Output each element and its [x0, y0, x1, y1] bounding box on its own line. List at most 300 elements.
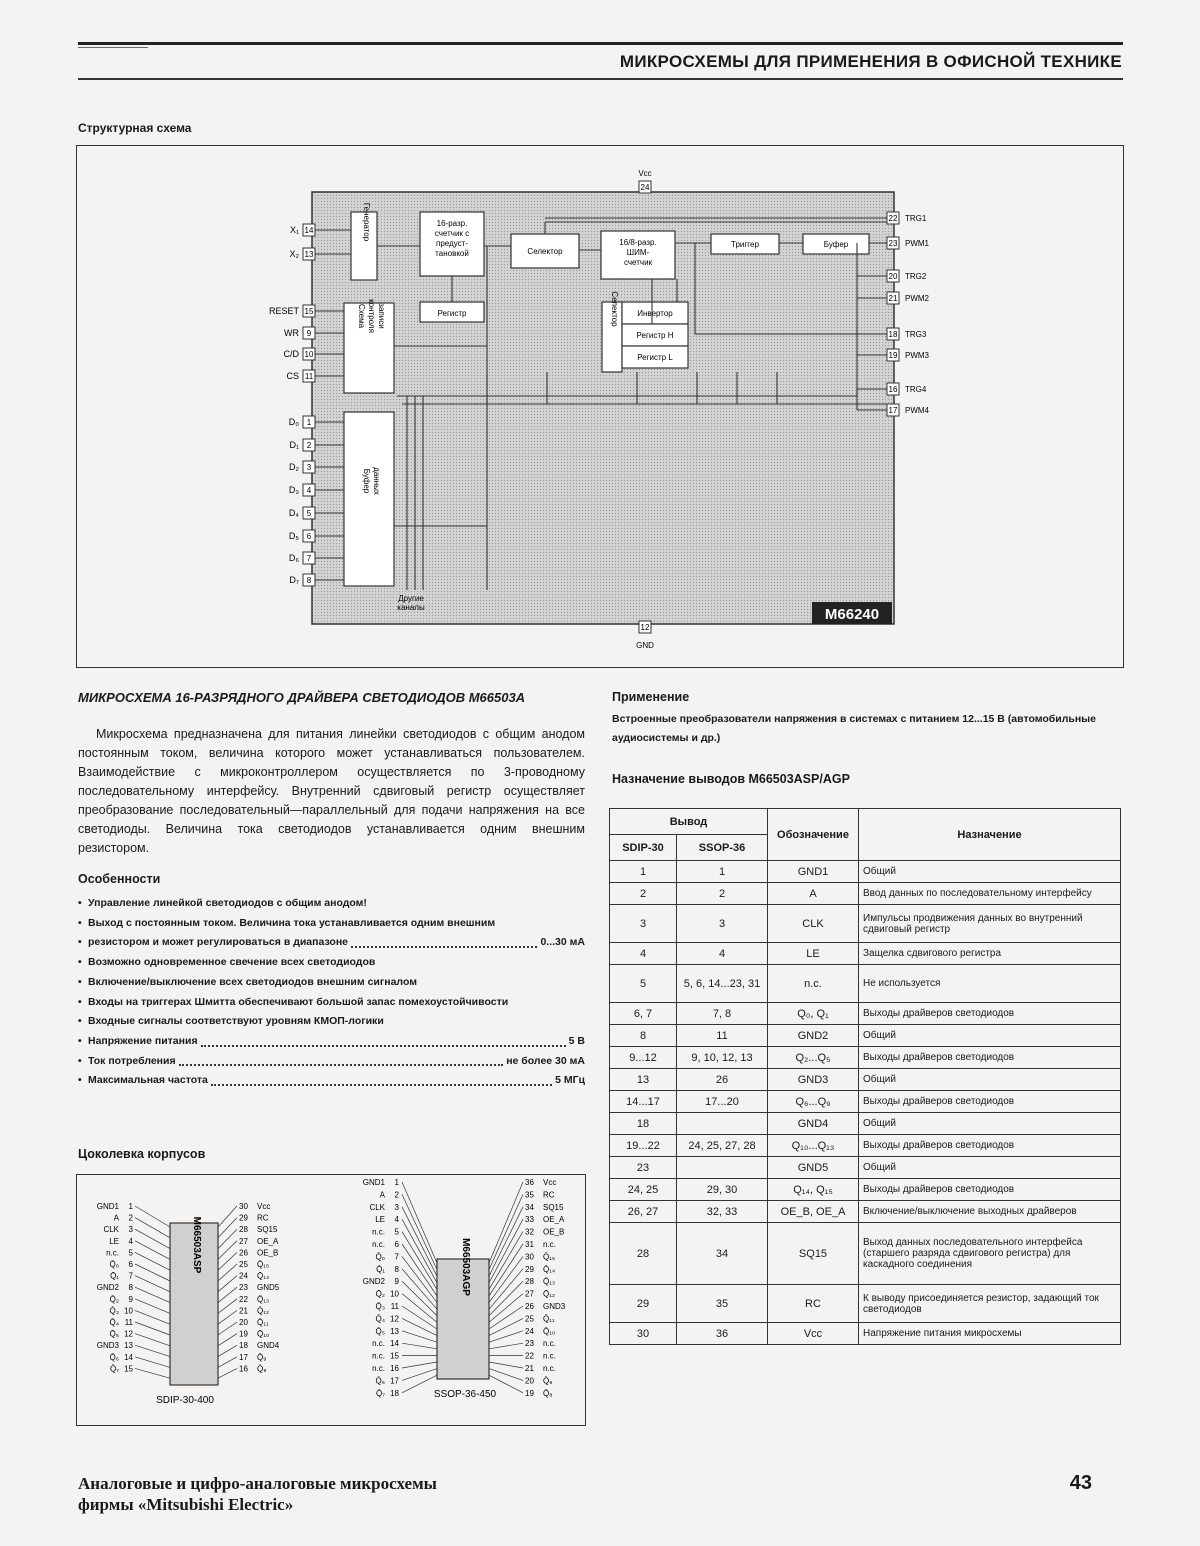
ssop-left-pin-num: 9 — [394, 1277, 399, 1287]
databuf-block — [344, 412, 394, 586]
sdip-left-pin-name: Q̄₂ — [109, 1294, 119, 1304]
pin-number: 19 — [888, 351, 898, 360]
features-title: Особенности — [78, 872, 161, 886]
cell-ssop: 29, 30 — [677, 1179, 768, 1201]
ssop-right-pin-num: 33 — [525, 1215, 534, 1225]
ssop-right-pin-name: Q̄₈ — [543, 1388, 553, 1398]
pin-label: D₀ — [288, 417, 299, 427]
feature-current-text: • резистором и может регулироваться в диапазоне — [88, 936, 349, 949]
cell-ssop: 36 — [677, 1323, 768, 1345]
ssop-left-pin-name: n.c. — [372, 1364, 385, 1373]
cell-ssop: 11 — [677, 1025, 768, 1047]
ssop-right-pin-num: 23 — [525, 1339, 534, 1349]
counter-label: предуст- — [436, 239, 468, 248]
pin-label: C/D — [283, 349, 299, 359]
spec-label: • Напряжение питания — [88, 1034, 198, 1047]
sdip-package-name: SDIP-30-400 — [156, 1395, 214, 1406]
page-header: МИКРОСХЕМЫ ДЛЯ ПРИМЕНЕНИЯ В ОФИСНОЙ ТЕХНИКЕ — [619, 52, 1122, 71]
databuf-label: Буфер — [362, 468, 371, 494]
feature-item: • Включение/выключение всех светодиодов внешним сигналом — [78, 973, 585, 993]
sdip-right-pin-num: 19 — [239, 1329, 248, 1339]
spec-label: • Максимальная частота — [88, 1074, 208, 1087]
ssop-right-pin-name: Q̄₁₁ — [543, 1314, 555, 1324]
pin-label: D₂ — [289, 462, 299, 472]
pin-number: 13 — [304, 250, 314, 259]
sdip-right-pin-num: 18 — [239, 1341, 248, 1351]
sdip-right-lead — [218, 1334, 237, 1346]
vcc-pin-number: 24 — [640, 183, 650, 192]
cell-sdip: 14...17 — [610, 1091, 677, 1113]
sdip-left-pin-num: 13 — [124, 1341, 133, 1351]
cell-sdip: 9...12 — [610, 1047, 677, 1069]
pwm-label: счетчик — [623, 258, 653, 267]
cell-func: Общий — [859, 1025, 1121, 1047]
sdip-left-lead — [135, 1334, 170, 1346]
ssop-left-pin-name: GND2 — [362, 1277, 385, 1287]
ssop-left-lead — [402, 1306, 437, 1329]
cell-func: Выходы драйверов светодиодов — [859, 1003, 1121, 1025]
cell-sym: Vcc — [768, 1323, 859, 1345]
ssop-left-pin-num: 7 — [394, 1252, 399, 1262]
sdip-left-lead — [135, 1345, 170, 1356]
databuf-label: данных — [372, 467, 381, 495]
sdip-left-pin-name: Q̄₅ — [109, 1329, 119, 1339]
sdip-right-pin-name: GND5 — [257, 1283, 280, 1293]
ssop-right-lead — [489, 1281, 523, 1316]
sdip-left-pin-name: GND1 — [96, 1202, 119, 1211]
features-list — [78, 894, 585, 1091]
sdip-left-pin-num: 4 — [128, 1236, 133, 1246]
ssop-right-pin-num: 19 — [525, 1388, 534, 1398]
ssop-left-pin-num: 14 — [390, 1339, 399, 1349]
sdip-right-lead — [218, 1252, 237, 1270]
ssop-left-lead — [402, 1194, 437, 1269]
counter-label: тановкой — [435, 249, 469, 258]
sdip-left-pin-num: 3 — [128, 1225, 133, 1235]
pin-number: 4 — [306, 486, 312, 495]
th-function: Назначение — [859, 809, 1121, 861]
pin-number: 21 — [888, 294, 898, 303]
sdip-left-lead — [135, 1206, 170, 1227]
sdip-left-lead — [135, 1218, 170, 1238]
other-channels-label: Другие — [398, 594, 424, 603]
ssop-right-pin-name: Q̄₁₄ — [543, 1264, 556, 1274]
table-row — [610, 861, 1121, 883]
ssop-right-pin-num: 21 — [525, 1364, 534, 1373]
ssop-left-pin-name: n.c. — [372, 1240, 385, 1249]
pin-label: X₁ — [289, 225, 299, 235]
pin-label: D₄ — [288, 508, 299, 518]
sdip-left-pin-num: 12 — [124, 1329, 133, 1339]
ssop-left-pin-name: Q̄₁ — [376, 1264, 385, 1274]
ssop-left-lead — [402, 1362, 437, 1368]
cell-func: К выводу присоединяется резистор, задающий ток светодиодов — [859, 1285, 1121, 1323]
table-row — [610, 883, 1121, 905]
ssop-right-pin-num: 31 — [525, 1240, 534, 1249]
cell-ssop: 26 — [677, 1069, 768, 1091]
pin-label: D₇ — [289, 575, 299, 585]
cell-sdip: 2 — [610, 883, 677, 905]
spec-item — [78, 1032, 585, 1052]
sdip-right-lead — [218, 1299, 237, 1314]
table-row — [610, 965, 1121, 1003]
ssop-left-pin-num: 2 — [394, 1190, 399, 1200]
sdip-left-pin-num: 15 — [124, 1364, 133, 1374]
ssop-right-lead — [489, 1331, 523, 1342]
sdip-right-pin-num: 22 — [239, 1294, 248, 1304]
th-ssop: SSOP-36 — [677, 835, 768, 861]
sdip-left-lead — [135, 1368, 170, 1378]
cell-sym: GND4 — [768, 1113, 859, 1135]
cell-func: Выходы драйверов светодиодов — [859, 1091, 1121, 1113]
sdip-left-pin-num: 9 — [128, 1294, 133, 1304]
cell-sdip: 24, 25 — [610, 1179, 677, 1201]
cell-func: Не используется — [859, 965, 1121, 1003]
th-pin: Вывод — [610, 809, 768, 835]
feature-item: • Выход с постоянным током. Величина тока устанавливается одним внешним — [78, 914, 585, 934]
cell-sdip: 13 — [610, 1069, 677, 1091]
ssop-right-pin-name: Q̄₁₀ — [543, 1326, 556, 1336]
sdip-right-pin-name: GND4 — [257, 1341, 280, 1351]
ssop-left-pin-name: Q̄₇ — [376, 1388, 385, 1398]
schematic-label: Структурная схема — [78, 121, 192, 135]
pin-number: 18 — [888, 330, 898, 339]
cell-sdip: 19...22 — [610, 1135, 677, 1157]
table-row — [610, 1323, 1121, 1345]
ssop-right-pin-num: 36 — [525, 1178, 534, 1187]
sdip-left-lead — [135, 1252, 170, 1270]
pin-table — [609, 808, 1121, 1345]
footer-title — [78, 1473, 437, 1515]
pin-label: PWM1 — [905, 239, 929, 248]
page-number: 43 — [1069, 1472, 1092, 1494]
ssop-package-name: SSOP-36-450 — [433, 1389, 497, 1400]
pin-label: RESET — [268, 306, 299, 316]
ssop-left-pin-num: 1 — [394, 1178, 399, 1187]
spec-value: 5 МГц — [555, 1074, 585, 1087]
pwm-label: ШИМ- — [626, 248, 650, 257]
spec-label: • Ток потребления — [88, 1054, 176, 1067]
pin-number: 9 — [306, 329, 312, 338]
sdip-chip-label: M66503ASP — [191, 1216, 202, 1274]
ssop-left-pin-name: A — [379, 1190, 385, 1200]
cell-func: Импульсы продвижения данных во внутренний сдвиговый регистр — [859, 905, 1121, 943]
ssop-right-pin-num: 22 — [525, 1351, 534, 1361]
feature-item: • Возможно одновременное свечение всех светодиодов — [78, 953, 585, 973]
pin-number: 17 — [888, 406, 898, 415]
pin-number: 1 — [306, 418, 312, 427]
cell-ssop: 7, 8 — [677, 1003, 768, 1025]
ssop-right-pin-num: 28 — [525, 1277, 534, 1287]
right-column — [612, 690, 1122, 786]
table-row — [610, 1157, 1121, 1179]
pin-number: 14 — [304, 226, 314, 235]
sdip-right-pin-num: 28 — [239, 1225, 248, 1235]
cell-sym: Q₆...Q₉ — [768, 1091, 859, 1113]
ssop-left-lead — [402, 1318, 437, 1335]
ssop-right-pin-num: 30 — [525, 1252, 534, 1262]
ssop-right-pin-num: 25 — [525, 1314, 534, 1324]
ssop-left-pin-name: LE — [375, 1215, 385, 1225]
spec-item — [78, 1052, 585, 1072]
cell-sdip: 23 — [610, 1157, 677, 1179]
spec-value: 5 В — [568, 1034, 585, 1047]
footer-line1: Аналоговые и цифро-аналоговые микросхемы — [78, 1474, 437, 1493]
ssop-right-lead — [489, 1256, 523, 1302]
sdip-left-pin-name: Q̄₄ — [109, 1318, 119, 1327]
pin-number: 6 — [306, 532, 312, 541]
pin-label: X₂ — [289, 249, 299, 259]
cell-sym: Q₁₄, Q₁₅ — [768, 1179, 859, 1201]
sdip-right-lead — [218, 1322, 237, 1335]
sdip-left-pin-num: 1 — [128, 1202, 133, 1211]
sdip-right-lead — [218, 1206, 237, 1227]
top-rule-thin — [78, 47, 148, 48]
ssop-left-pin-num: 4 — [394, 1215, 399, 1225]
table-row — [610, 905, 1121, 943]
ssop-right-pin-num: 34 — [525, 1202, 534, 1212]
ssop-right-pin-name: n.c. — [543, 1364, 556, 1373]
control-label: контроля — [367, 299, 376, 333]
cell-sym: n.c. — [768, 965, 859, 1003]
header-rule — [78, 78, 1123, 80]
sdip-right-pin-name: RC — [257, 1213, 269, 1223]
pin-label: D₁ — [289, 440, 299, 450]
ssop-left-pin-num: 15 — [390, 1351, 399, 1361]
pin-number: 23 — [888, 239, 898, 248]
ssop-right-pin-num: 20 — [525, 1376, 534, 1386]
cell-func: Общий — [859, 1069, 1121, 1091]
ssop-right-pin-name: RC — [543, 1190, 555, 1200]
sdip-right-lead — [218, 1368, 237, 1378]
pin-label: TRG2 — [905, 272, 927, 281]
sdip-left-lead — [135, 1357, 170, 1368]
ssop-right-pin-name: Q̄₁₅ — [543, 1252, 556, 1262]
sdip-left-pin-name: Q̄₃ — [109, 1306, 119, 1316]
table-row — [610, 1285, 1121, 1323]
ssop-right-pin-name: Q̄₁₃ — [543, 1277, 556, 1287]
left-column — [78, 690, 585, 1091]
sdip-left-pin-name: Q̄₇ — [110, 1364, 119, 1374]
ssop-left-pin-num: 16 — [390, 1364, 399, 1373]
cell-sdip: 6, 7 — [610, 1003, 677, 1025]
sdip-left-pin-name: n.c. — [106, 1248, 119, 1258]
cell-ssop: 2 — [677, 883, 768, 905]
ssop-right-lead — [489, 1369, 523, 1381]
sdip-right-pin-num: 17 — [239, 1352, 248, 1362]
ssop-right-pin-num: 24 — [525, 1326, 534, 1336]
ssop-left-lead — [402, 1232, 437, 1290]
ssop-left-pin-name: Q̄₀ — [375, 1252, 385, 1262]
ssop-left-pin-num: 6 — [394, 1240, 399, 1249]
sdip-right-lead — [218, 1357, 237, 1368]
pin-number: 20 — [888, 272, 898, 281]
feature-item: • Входные сигналы соответствуют уровням КМОП-логики — [78, 1012, 585, 1032]
table-row — [610, 1047, 1121, 1069]
pin-label: TRG4 — [905, 385, 927, 394]
cell-sdip: 8 — [610, 1025, 677, 1047]
sdip-right-pin-num: 26 — [239, 1248, 248, 1258]
cell-sym: LE — [768, 943, 859, 965]
cell-sym: CLK — [768, 905, 859, 943]
sdip-left-lead — [135, 1310, 170, 1324]
sdip-left-pin-name: Q̄₀ — [109, 1260, 119, 1269]
pin-number: 16 — [888, 385, 898, 394]
ssop-right-lead — [489, 1244, 523, 1296]
sdip-right-pin-name: SQ15 — [257, 1225, 278, 1235]
pin-label: TRG1 — [905, 214, 927, 223]
ssop-left-pin-num: 5 — [394, 1227, 399, 1237]
pin-number: 15 — [304, 307, 314, 316]
sdip-right-pin-name: OE_A — [257, 1236, 279, 1246]
pin-number: 10 — [304, 350, 314, 359]
cell-sym: GND2 — [768, 1025, 859, 1047]
feature-item-current — [78, 933, 585, 953]
cell-sdip: 28 — [610, 1223, 677, 1285]
cell-sdip: 26, 27 — [610, 1201, 677, 1223]
table-row — [610, 943, 1121, 965]
pin-number: 7 — [306, 554, 312, 563]
selector-v-label: Селектор — [610, 291, 619, 327]
ssop-right-pin-name: GND3 — [543, 1302, 566, 1311]
ssop-left-pin-name: n.c. — [372, 1351, 385, 1361]
sdip-right-pin-name: Q̄₁₅ — [257, 1260, 270, 1269]
pin-number: 3 — [306, 463, 312, 472]
ssop-left-lead — [402, 1207, 437, 1276]
sdip-left-pin-name: Q̄₆ — [109, 1352, 119, 1362]
ssop-left-lead — [402, 1269, 437, 1309]
sdip-left-lead — [135, 1241, 170, 1260]
sdip-left-pin-name: LE — [109, 1236, 119, 1246]
ssop-left-lead — [402, 1281, 437, 1316]
cell-sym: GND5 — [768, 1157, 859, 1179]
ssop-left-pin-name: Q̄₄ — [375, 1314, 385, 1324]
sdip-left-pin-num: 5 — [128, 1248, 133, 1258]
pin-number: 22 — [888, 214, 898, 223]
ssop-left-pin-name: Q̄₆ — [375, 1376, 385, 1386]
ssop-left-pin-name: Q̄₃ — [375, 1302, 385, 1311]
application-title: Применение — [612, 690, 690, 704]
table-row — [610, 1113, 1121, 1135]
selector-label: Селектор — [527, 247, 563, 256]
ssop-right-pin-name: n.c. — [543, 1240, 556, 1249]
ssop-left-lead — [402, 1343, 437, 1349]
sdip-right-pin-num: 30 — [239, 1202, 248, 1211]
sdip-left-lead — [135, 1299, 170, 1314]
ssop-left-pin-num: 8 — [394, 1264, 399, 1274]
cell-func: Выходы драйверов светодиодов — [859, 1047, 1121, 1069]
pin-label: D₅ — [288, 531, 299, 541]
ssop-left-pin-name: Q̄₂ — [375, 1289, 385, 1299]
cell-sym: GND3 — [768, 1069, 859, 1091]
feature-item: • Управление линейкой светодиодов с общим анодом! — [78, 894, 585, 914]
pin-table-title: Назначение выводов M66503ASP/AGP — [612, 772, 850, 786]
article-title: МИКРОСХЕМА 16-РАЗРЯДНОГО ДРАЙВЕРА СВЕТОДИОДОВ M66503A — [78, 690, 526, 705]
sdip-left-pin-name: A — [113, 1213, 119, 1223]
cell-func: Защелка сдвигового регистра — [859, 943, 1121, 965]
table-row — [610, 1003, 1121, 1025]
register-label: Регистр — [437, 309, 467, 318]
sdip-right-pin-name: Q̄₁₃ — [257, 1294, 270, 1304]
ssop-left-pin-name: CLK — [369, 1202, 385, 1212]
ssop-right-pin-name: n.c. — [543, 1351, 556, 1361]
sdip-right-lead — [218, 1345, 237, 1356]
table-row — [610, 1091, 1121, 1113]
sdip-left-pin-num: 10 — [124, 1306, 133, 1316]
ssop-right-pin-name: Q̄₉ — [543, 1376, 553, 1386]
table-row — [610, 1223, 1121, 1285]
ssop-right-pin-name: SQ15 — [543, 1202, 564, 1212]
sdip-left-pin-name: CLK — [103, 1225, 119, 1235]
control-label: Схема — [357, 303, 366, 329]
th-symbol: Обозначение — [768, 809, 859, 861]
top-rule — [78, 42, 1123, 45]
sdip-right-pin-name: Q̄₉ — [257, 1352, 267, 1362]
generator-label: Генератор — [362, 202, 371, 242]
pwm-label: 16/8-разр. — [619, 238, 657, 247]
ssop-right-lead — [489, 1306, 523, 1329]
sdip-right-lead — [218, 1310, 237, 1324]
sdip-right-pin-num: 24 — [239, 1271, 248, 1281]
spec-value: не более 30 мА — [506, 1054, 585, 1067]
ssop-left-pin-num: 11 — [390, 1302, 399, 1311]
sdip-right-pin-num: 23 — [239, 1283, 248, 1293]
sdip-right-pin-num: 27 — [239, 1236, 248, 1246]
ssop-left-pin-name: n.c. — [372, 1227, 385, 1237]
ssop-right-lead — [489, 1318, 523, 1335]
feature-item: • Входы на триггерах Шмитта обеспечивают большой запас помехоустойчивости — [78, 993, 585, 1013]
ssop-left-lead — [402, 1294, 437, 1323]
ssop-right-pin-num: 32 — [525, 1227, 534, 1237]
sdip-left-pin-num: 14 — [124, 1352, 133, 1362]
sdip-right-lead — [218, 1229, 237, 1248]
pin-label: TRG3 — [905, 330, 927, 339]
sdip-right-pin-name: Q̄₁₂ — [257, 1306, 270, 1316]
ssop-left-lead — [402, 1375, 437, 1393]
sdip-left-pin-num: 6 — [128, 1260, 133, 1269]
buffer-label: Буфер — [823, 240, 849, 249]
pin-table-body — [610, 861, 1121, 1345]
cell-sdip: 5 — [610, 965, 677, 1003]
sdip-left-pin-num: 7 — [128, 1271, 133, 1281]
cell-func: Общий — [859, 861, 1121, 883]
ssop-right-lead — [489, 1362, 523, 1368]
cell-sdip: 3 — [610, 905, 677, 943]
cell-sym: RC — [768, 1285, 859, 1323]
article-intro: Микросхема предназначена для питания линейки светодиодов с общим анодом постоянным током, величина которого может устанавливаться пользователем. Взаимодействие с микроконтроллером осуществляется по 3-проводному последовательному интерфейсу. Внутренний сдвиговый регистр осуществляет преобразование последовательный—параллельный для подачи напряжения на все светодиоды. Величина тока светодиодов устанавливается одним внешним резистором. — [78, 727, 585, 855]
inverter-label: Инвертор — [637, 309, 673, 318]
sdip-right-pin-name: Q̄₁₁ — [257, 1318, 269, 1327]
cell-ssop — [677, 1157, 768, 1179]
sdip-left-pin-name: GND2 — [96, 1283, 119, 1293]
ssop-left-pin-name: Q̄₅ — [375, 1326, 385, 1336]
cell-ssop: 24, 25, 27, 28 — [677, 1135, 768, 1157]
cell-sym: GND1 — [768, 861, 859, 883]
feature-current-value: 0...30 мА — [540, 936, 585, 949]
block-diagram-svg — [77, 146, 1123, 667]
pin-label: CS — [286, 371, 299, 381]
package-pinouts-svg — [77, 1175, 585, 1425]
sdip-right-pin-num: 29 — [239, 1213, 248, 1223]
table-row — [610, 1069, 1121, 1091]
cell-func: Выход данных последовательного интерфейса (старшего разряда сдвигового регистра) для каскадного соединения — [859, 1223, 1121, 1285]
sdip-left-pin-num: 2 — [128, 1213, 133, 1223]
packages-title: Цоколевка корпусов — [78, 1147, 206, 1161]
pin-number: 8 — [306, 576, 312, 585]
ssop-left-pin-num: 10 — [390, 1289, 399, 1299]
cell-sym: A — [768, 883, 859, 905]
ssop-right-pin-num: 26 — [525, 1302, 534, 1311]
